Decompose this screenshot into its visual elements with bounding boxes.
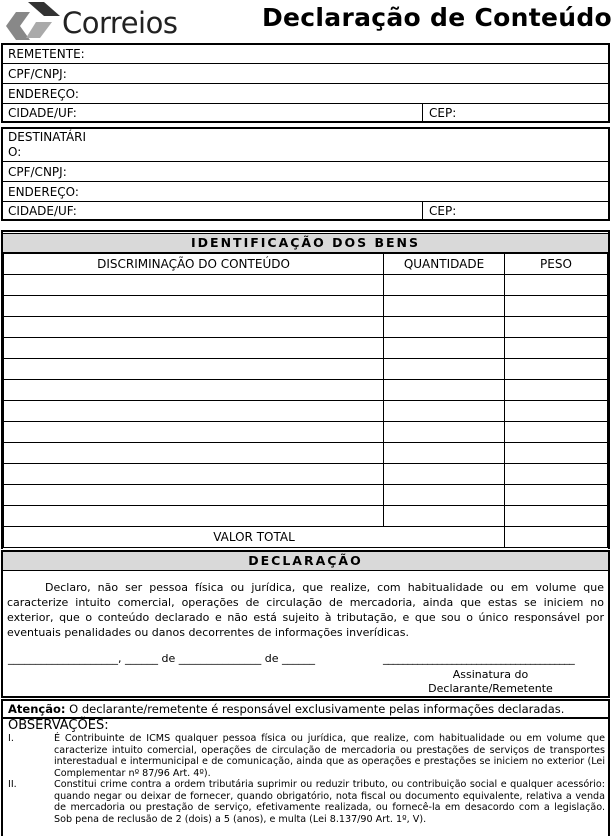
quantity-cell[interactable] (384, 338, 505, 359)
notes-section (1, 699, 610, 836)
recipient-section (1, 127, 610, 221)
sender-section (1, 43, 610, 123)
declaration-section (1, 550, 610, 698)
weight-cell[interactable] (505, 506, 608, 527)
sender-cep-field[interactable] (422, 104, 456, 121)
goods-title: IDENTIFICAÇÃO DOS BENS (3, 233, 608, 253)
weight-cell[interactable] (505, 317, 608, 338)
logo-text: Correios (62, 6, 178, 40)
weight-cell[interactable] (505, 485, 608, 506)
goods-section (1, 230, 610, 549)
description-cell[interactable] (4, 464, 384, 485)
weight-cell[interactable] (505, 443, 608, 464)
goods-row (4, 485, 608, 506)
observation-item (3, 733, 608, 779)
recipient-doc-field[interactable] (3, 162, 608, 182)
goods-row (4, 338, 608, 359)
quantity-cell[interactable] (384, 506, 505, 527)
label: DESTINATÁRI (8, 130, 87, 144)
weight-cell[interactable] (505, 422, 608, 443)
column-header-description: DISCRIMINAÇÃO DO CONTEÚDO (4, 254, 384, 275)
declaration-title: DECLARAÇÃO (3, 552, 608, 571)
weight-cell[interactable] (505, 275, 608, 296)
goods-row (4, 506, 608, 527)
description-cell[interactable] (4, 275, 384, 296)
quantity-cell[interactable] (384, 464, 505, 485)
column-header-quantity: QUANTIDADE (384, 254, 505, 275)
description-cell[interactable] (4, 380, 384, 401)
label: CEP: (429, 105, 457, 120)
attention-note (3, 701, 608, 719)
recipient-name-field[interactable] (3, 129, 608, 162)
description-cell[interactable] (4, 359, 384, 380)
description-cell[interactable] (4, 485, 384, 506)
observation-number: I. (8, 733, 14, 744)
attention-label: Atenção: (8, 702, 66, 716)
label: CPF/CNPJ: (8, 164, 67, 179)
label: O: (8, 145, 22, 159)
quantity-cell[interactable] (384, 296, 505, 317)
description-cell[interactable] (4, 296, 384, 317)
quantity-cell[interactable] (384, 401, 505, 422)
sender-address-field[interactable] (3, 84, 608, 104)
quantity-cell[interactable] (384, 422, 505, 443)
signature-label-line: Assinatura do (452, 668, 529, 681)
quantity-cell[interactable] (384, 380, 505, 401)
label: REMETENTE: (8, 47, 85, 61)
quantity-cell[interactable] (384, 275, 505, 296)
label: CEP: (429, 203, 457, 218)
goods-row (4, 422, 608, 443)
weight-cell[interactable] (505, 359, 608, 380)
goods-row (4, 380, 608, 401)
goods-row (4, 317, 608, 338)
total-value-cell[interactable] (505, 527, 608, 548)
quantity-cell[interactable] (384, 485, 505, 506)
label: ENDEREÇO: (8, 184, 79, 199)
weight-cell[interactable] (505, 296, 608, 317)
label: CIDADE/UF: (8, 105, 77, 120)
declaration-text: Declaro, não ser pessoa física ou jurídica, que realize, com habitualidade ou em volume que caracterize intuito comercial, operações de circulação de mercadoria, ainda que estas se iniciem no exterior, que o conteúdo declarado e não está sujeito à tributação, e que sou o único responsável por eventuais penalidades ou danos decorrentes de informações inverídicas. (7, 581, 604, 639)
goods-table (3, 253, 608, 548)
observation-number: II. (8, 779, 17, 790)
observation-item (3, 779, 608, 825)
goods-row (4, 443, 608, 464)
label: CIDADE/UF: (8, 203, 77, 218)
observation-text: É Contribuinte de ICMS qualquer pessoa física ou jurídica, que realize, com habitualidade ou em volume que caracterize intuito comercial, operações de circulação de mercadoria ou prestações de serviços de transportes interestadual e intermunicipal e de comunicação, ainda que as operações e prestações se iniciem no exterior (Lei Complementar nº 87/96 Art. 4º). (54, 733, 605, 779)
label: CPF/CNPJ: (8, 66, 67, 81)
description-cell[interactable] (4, 317, 384, 338)
description-cell[interactable] (4, 401, 384, 422)
goods-row (4, 401, 608, 422)
label: ENDEREÇO: (8, 86, 79, 101)
quantity-cell[interactable] (384, 317, 505, 338)
signature-label-line: Declarante/Remetente (428, 682, 553, 695)
goods-row (4, 359, 608, 380)
total-label: VALOR TOTAL (4, 527, 505, 548)
description-cell[interactable] (4, 338, 384, 359)
sender-city-field[interactable] (3, 104, 608, 121)
page-title: Declaração de Conteúdo (262, 3, 612, 32)
date-place-line[interactable]: ____________________, ______ de _______________ de ______ (8, 652, 315, 665)
attention-text: O declarante/remetente é responsável exclusivamente pelas informações declaradas. (69, 702, 565, 716)
correios-logo-icon (6, 2, 64, 40)
recipient-address-field[interactable] (3, 182, 608, 202)
weight-cell[interactable] (505, 401, 608, 422)
description-cell[interactable] (4, 422, 384, 443)
observations-title: OBSERVAÇÕES: (8, 718, 109, 733)
description-cell[interactable] (4, 506, 384, 527)
signature-label (383, 668, 598, 696)
goods-row (4, 464, 608, 485)
weight-cell[interactable] (505, 380, 608, 401)
column-header-weight: PESO (505, 254, 608, 275)
description-cell[interactable] (4, 443, 384, 464)
quantity-cell[interactable] (384, 443, 505, 464)
recipient-cep-field[interactable] (422, 202, 456, 219)
goods-row (4, 296, 608, 317)
sender-doc-field[interactable] (3, 64, 608, 84)
weight-cell[interactable] (505, 464, 608, 485)
observation-text: Constitui crime contra a ordem tributária suprimir ou reduzir tributo, ou contribuição social e qualquer acessório: quando negar ou deixar de fornecer, quando obrigatório, nota fiscal ou documento equivalente, relativa a venda de mercadoria ou prestação de serviço, efetivamente realizada, ou fornecê-la em desacordo com a legislação. Sob pena de reclusão de 2 (dois) a 5 (anos), e multa (Lei 8.137/90 Art. 1º, V). (54, 779, 605, 825)
quantity-cell[interactable] (384, 359, 505, 380)
recipient-city-field[interactable] (3, 202, 608, 219)
sender-name-field[interactable] (3, 45, 608, 64)
signature-line[interactable]: _______________________________________ (383, 652, 575, 665)
goods-row (4, 275, 608, 296)
weight-cell[interactable] (505, 338, 608, 359)
